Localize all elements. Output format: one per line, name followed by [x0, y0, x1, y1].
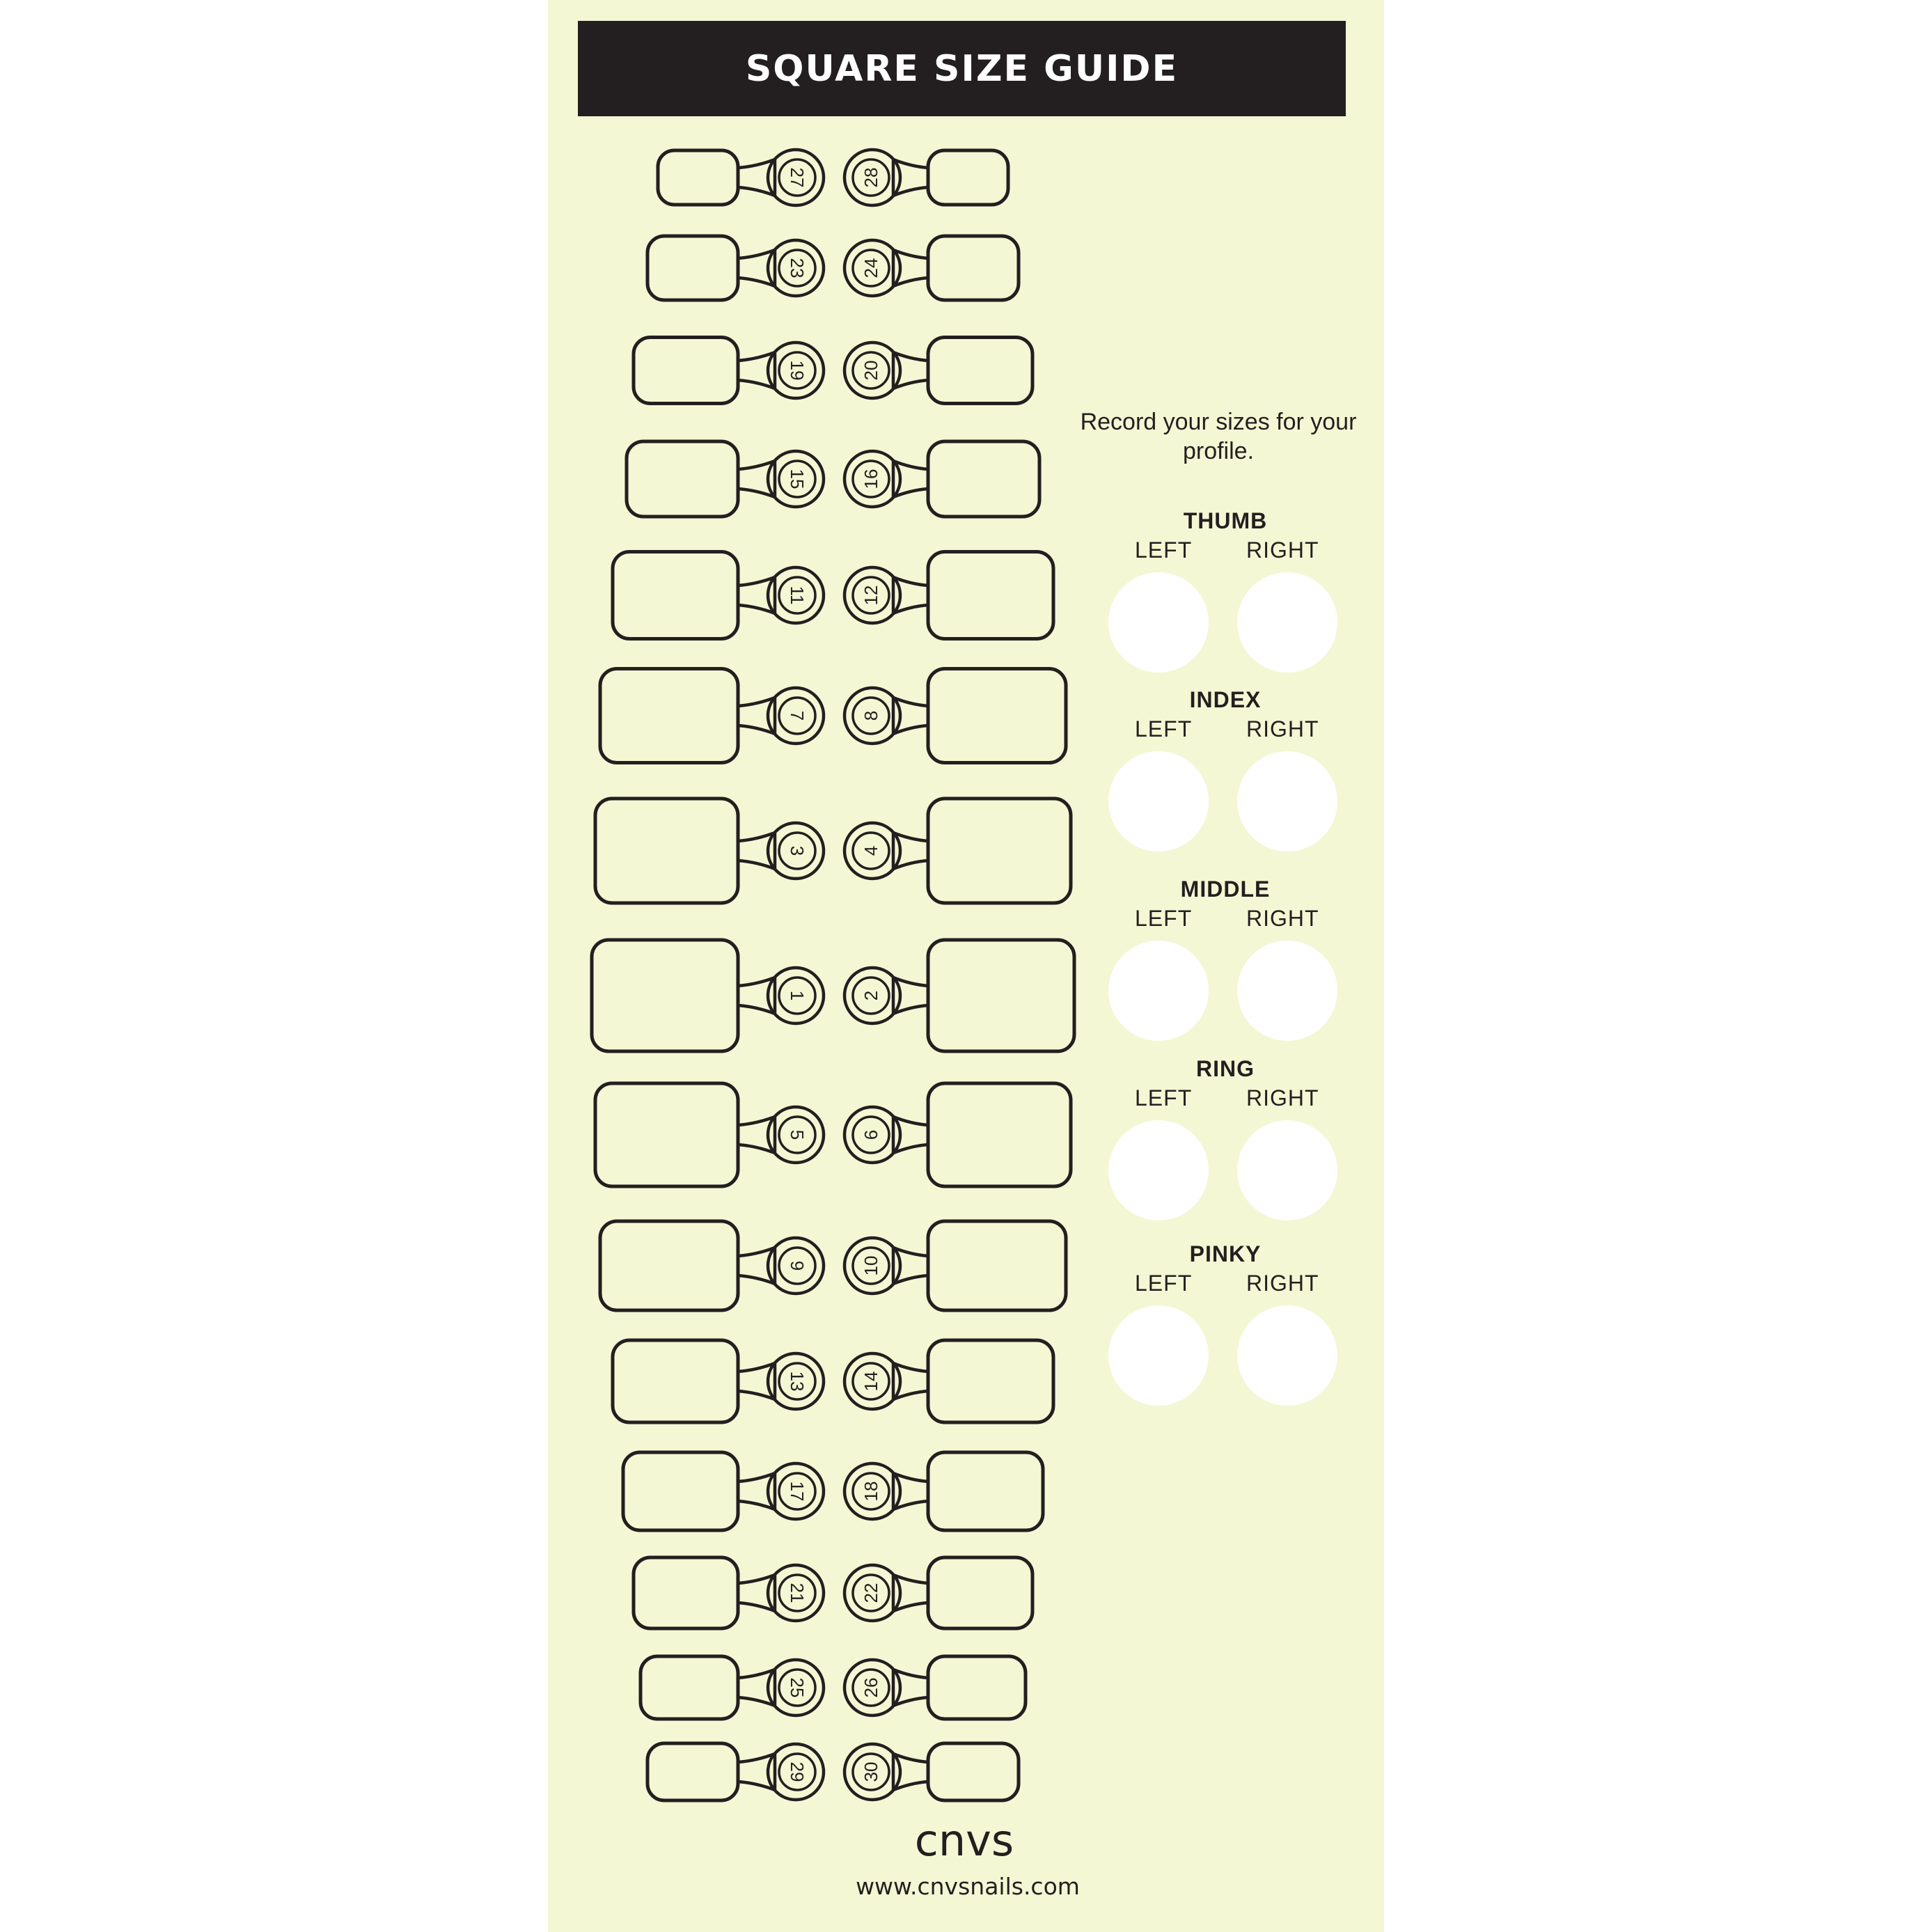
nail-size-number: 6 — [861, 1129, 881, 1140]
nail-size-number: 10 — [861, 1255, 881, 1276]
nail-tip-size-1 — [592, 940, 824, 1051]
nail-tip-size-14 — [845, 1340, 1053, 1422]
right-label: RIGHT — [1246, 1085, 1319, 1110]
nail-tip-size-18 — [845, 1452, 1043, 1530]
nail-size-number: 18 — [861, 1481, 881, 1502]
nail-tip-size-26 — [845, 1656, 1026, 1719]
finger-name: THUMB — [1183, 508, 1268, 533]
nail-size-number: 3 — [787, 845, 808, 856]
nail-size-number: 12 — [861, 585, 881, 606]
finger-thumb — [1100, 508, 1351, 717]
nail-tip-size-10 — [845, 1221, 1066, 1310]
right-label: RIGHT — [1246, 1271, 1319, 1296]
finger-middle — [1100, 877, 1351, 1085]
nail-tip-size-12 — [845, 552, 1053, 639]
nail-tip-size-21 — [634, 1557, 824, 1628]
nail-size-number: 30 — [861, 1761, 881, 1782]
nail-tip-size-25 — [641, 1656, 824, 1719]
index-right-size-circle[interactable] — [1237, 751, 1337, 851]
nail-tip-size-8 — [845, 669, 1066, 763]
record-note: Record your sizes for your profile. — [1080, 409, 1357, 464]
nail-size-number: 22 — [861, 1582, 881, 1603]
nail-size-number: 28 — [861, 167, 881, 188]
nail-size-number: 20 — [861, 360, 881, 381]
nail-tip-size-27 — [658, 150, 824, 205]
nail-size-number: 2 — [861, 990, 881, 1001]
nail-size-number: 15 — [787, 469, 808, 489]
logo-wordmark: cnvs — [914, 1821, 1014, 1866]
nail-size-number: 29 — [787, 1761, 808, 1782]
left-label: LEFT — [1135, 537, 1193, 563]
finger-ring — [1100, 1056, 1351, 1265]
right-label: RIGHT — [1246, 906, 1319, 931]
page-title: SQUARE SIZE GUIDE — [745, 47, 1179, 90]
pinky-left-size-circle[interactable] — [1108, 1305, 1209, 1406]
finger-name: INDEX — [1189, 687, 1262, 712]
nail-size-number: 8 — [861, 710, 881, 721]
nail-size-number: 1 — [787, 990, 808, 1001]
nail-size-number: 13 — [787, 1371, 808, 1392]
left-label: LEFT — [1135, 906, 1193, 931]
nail-tip-size-4 — [845, 799, 1071, 903]
nail-tip-size-13 — [613, 1340, 824, 1422]
nail-tip-size-24 — [845, 236, 1019, 300]
right-label: RIGHT — [1246, 716, 1319, 741]
nail-tip-size-22 — [845, 1557, 1032, 1628]
nail-tip-size-17 — [623, 1452, 824, 1530]
middle-right-size-circle[interactable] — [1237, 941, 1337, 1041]
nail-size-number: 17 — [787, 1481, 808, 1502]
left-label: LEFT — [1135, 1085, 1193, 1110]
nail-size-number: 23 — [787, 258, 808, 278]
thumb-left-size-circle[interactable] — [1108, 572, 1209, 673]
nail-tip-size-5 — [595, 1083, 824, 1186]
left-label: LEFT — [1135, 716, 1193, 741]
website-url[interactable]: www.cnvsnails.com — [856, 1873, 1080, 1900]
nail-size-number: 9 — [787, 1260, 808, 1271]
nail-tip-size-11 — [613, 552, 824, 639]
middle-left-size-circle[interactable] — [1108, 941, 1209, 1041]
nail-size-number: 24 — [861, 258, 881, 278]
nail-tip-size-9 — [600, 1221, 824, 1310]
nail-size-number: 21 — [787, 1582, 808, 1603]
cnvs-logo — [898, 1821, 1030, 1869]
nail-tip-size-19 — [634, 338, 824, 404]
nail-tip-size-29 — [647, 1743, 824, 1800]
nail-tip-size-16 — [845, 441, 1039, 517]
nail-size-number: 7 — [787, 710, 808, 721]
nail-size-number: 5 — [787, 1129, 808, 1140]
index-left-size-circle[interactable] — [1108, 751, 1209, 851]
thumb-right-size-circle[interactable] — [1237, 572, 1337, 673]
nail-size-number: 4 — [861, 845, 881, 856]
finger-name: MIDDLE — [1180, 877, 1271, 902]
nail-size-number: 16 — [861, 469, 881, 489]
left-label: LEFT — [1135, 1271, 1193, 1296]
finger-name: RING — [1196, 1056, 1255, 1081]
finger-name: PINKY — [1189, 1241, 1262, 1266]
ring-left-size-circle[interactable] — [1108, 1120, 1209, 1220]
nail-tip-size-15 — [627, 441, 824, 517]
finger-pinky — [1100, 1241, 1351, 1450]
nail-tip-size-30 — [845, 1743, 1019, 1800]
pinky-right-size-circle[interactable] — [1237, 1305, 1337, 1406]
nail-tip-size-2 — [845, 940, 1074, 1051]
nail-tip-size-6 — [845, 1083, 1071, 1186]
nail-size-number: 27 — [787, 167, 808, 188]
finger-index — [1100, 687, 1351, 896]
nail-tip-size-20 — [845, 338, 1032, 404]
nail-tip-size-7 — [600, 669, 824, 763]
nail-size-number: 11 — [787, 586, 808, 605]
nail-size-number: 25 — [787, 1677, 808, 1698]
ring-right-size-circle[interactable] — [1237, 1120, 1337, 1220]
nail-tip-size-28 — [845, 150, 1008, 205]
nail-tip-size-23 — [647, 236, 824, 300]
nail-tip-size-3 — [595, 799, 824, 903]
nail-size-number: 14 — [861, 1371, 881, 1392]
nail-size-number: 26 — [861, 1677, 881, 1698]
right-label: RIGHT — [1246, 537, 1319, 563]
nail-size-number: 19 — [787, 360, 808, 381]
